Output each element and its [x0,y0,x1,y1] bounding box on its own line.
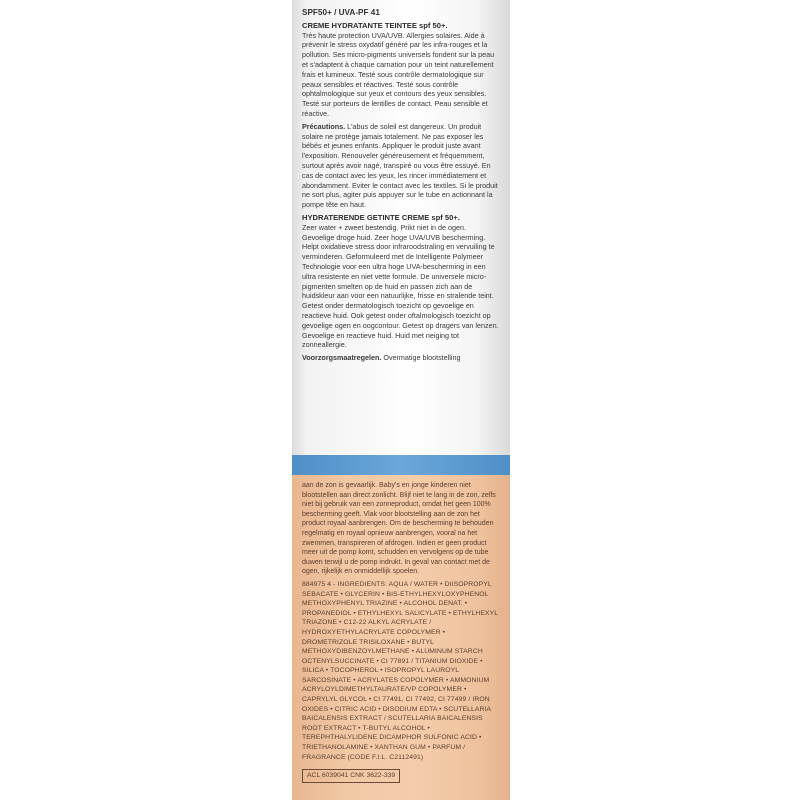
dutch-description: Zeer water + zweet bestendig. Prikt niet in de ogen. Gevoelige droge huid. Zeer hoge UVA/UVB bescherming. Helpt oxidatieve stress door infraroodstraling en vervuiling te verminderen. Geformuleerd met de Intelligente Polymeer Technologie voor een ultra hoge UVA-bescherming in een ultra resistente en niet vette formule. De universele micro-pigmenten smelten op de huid en passen zich aan de huidskleur aan voor een natuurlijke, frisse en stralende teint. Getest onder dermatologisch toezicht op gevoelige en reactieve huid. Ook getest onder oftalmologisch toezicht op gevoelige ogen en oogcontour. Getest op dragers van lenzen. Gevoelige en reactieve huid. Huid met neiging tot zonneallergie. [302,222,499,350]
dutch-precautions-text: Overmatige blootstelling [383,353,461,363]
sunscreen-tube-back-label [292,0,510,800]
french-precautions [302,122,500,210]
dutch-precautions-continued: aan de zon is gevaarlijk. Baby's en jonge kinderen niet blootstellen aan direct zonlicht. Blijf niet te lang in de zon, zelfs niet bij gebruik van een zonneproduct, omdat het geen 100% bescherming geeft. Vlak voor blootstelling aan de zon het product royaal aanbrengen. Om de bescherming te behouden regelmatig en royaal opnieuw aanbrengen, vooral na het zwemmen, transpireren of afdrogen. Indien er geen product meer uit de pomp komt, schudden en vervolgens op de tube duwen terwijl u de pomp indrukt. In geval van contact met de ogen, rijkelijk en onmiddellijk spoelen. [302,482,496,576]
white-label-section [292,0,510,455]
spf-rating: SPF50+ / UVA-PF 41 [302,8,380,17]
dutch-precautions [302,353,500,363]
french-precautions-text: L'abus de soleil est dangereux. Un produit solaire ne protège jamais totalement. Ne pas exposer les bébés et jeunes enfants. Appliquer le produit juste avant l'exposition. Renouveler généreusement et fréquemment, surtout après avoir nagé, transpiré ou vous être essuyé. En cas de contact avec les yeux, les rincer immédiatement et abondamment. Eviter le contact avec les textiles. Si le produit ne sort plus, agiter puis appuyer sur le tube en actionnant la pompe tête en haut. [302,121,498,210]
ingredients-list: 884975 4 - INGREDIENTS: AQUA / WATER • DIISOPROPYL SEBACATE • GLYCERIN • BIS-ETHYLHEXYLOXYPHENOL METHOXYPHENYL TRIAZINE • ALCOHOL DENAT. • PROPANEDIOL • ETHYLHEXYL SALICYLATE • ETHYLHEXYL TRIAZONE • C12-22 ALKYL ACRYLATE / HYDROXYETHYLACRYLATE COPOLYMER • DROMETRIZOLE TRISILOXANE • BUTYL METHOXYDIBENZOYLMETHANE • ALUMINUM STARCH OCTENYLSUCCINATE • CI 77891 / TITANIUM DIOXIDE • SILICA • TOCOPHEROL • ISOPROPYL LAUROYL SARCOSINATE • ACRYLATES COPOLYMER • AMMONIUM ACRYLOYLDIMETHYLTAURATE/VP COPOLYMER • CAPRYLYL GLYCOL • CI 77491, CI 77492, CI 77499 / IRON OXIDES • CITRIC ACID • DISODIUM EDTA • SCUTELLARIA BAICALENSIS EXTRACT / SCUTELLARIA BAICALENSIS ROOT EXTRACT • T-BUTYL ALCOHOL • TEREPHTHALYLIDENE DICAMPHOR SULFONIC ACID • TRIETHANOLAMINE • XANTHAN GUM • PARFUM / FRAGRANCE (CODE F.I.L. C2112491) [302,580,498,761]
product-code-box: ACL 6039041 CNK 3622-339 [302,769,400,783]
french-precautions-label: Précautions. [302,121,346,131]
label-text-lower [302,481,500,783]
dutch-heading: HYDRATERENDE GETINTE CREME spf 50+. [302,212,460,222]
dutch-precautions-label: Voorzorgsmaatregelen. [302,353,382,363]
label-text-upper [302,8,500,366]
french-description: Très haute protection UVA/UVB. Allergies solaires. Aide à prévenir le stress oxydatif généré par les infra-rouges et la pollution. Ses micro-pigments universels fondent sur la peau et s'adaptent à chaque carnation pour un teint naturellement frais et lumineux. Testé sous contrôle dermatologique sur peaux sensibles et réactives. Testé sous contrôle ophtalmologique sur yeux et contours des yeux sensibles. Testé sur porteurs de lentilles de contact. Peau sensible et réactive. [302,30,495,118]
blue-band [292,455,510,475]
french-heading: CREME HYDRATANTE TEINTEE spf 50+. [302,20,448,30]
peach-label-section [292,475,510,800]
